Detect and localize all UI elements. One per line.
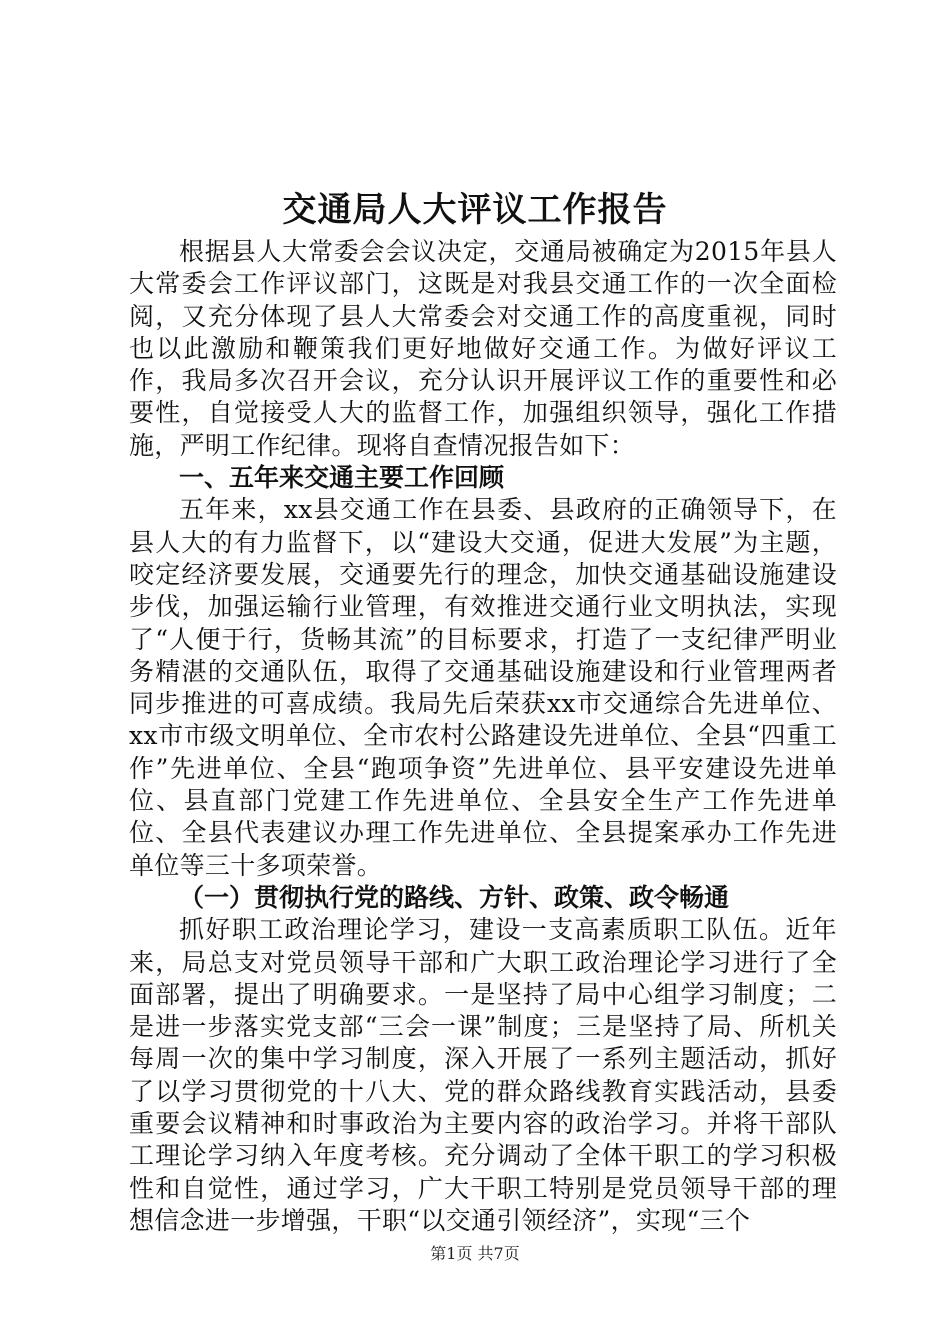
document-body — [129, 236, 837, 1237]
subsection-heading: （一）贯彻执行党的路线、方针、政策、政令畅通 — [179, 882, 730, 912]
page-footer: 第1页 共7页 — [430, 1244, 520, 1263]
section-heading: 一、五年来交通主要工作回顾 — [179, 463, 505, 493]
body-paragraph: 五年来，xx县交通工作在县委、县政府的正确领导下，在县人大的有力监督下，以“建设大交通，促进大发展”为主题，咬定经济要发展，交通要先行的理念，加快交通基础设施建设步伐，加强运输行业管理，有效推进交通行业文明执法，实现了“人便于行，货畅其流”的目标要求，打造了一支纪律严明业务精湛的交通队伍，取得了交通基础设施建设和行业管理两者同步推进的可喜成绩。我局先后荣获xx市交通综合先进单位、xx市市级文明单位、全市农村公路建设先进单位、全县“四重工作”先进单位、全县“跑项争资”先进单位、县平安建设先进单位、县直部门党建工作先进单位、全县安全生产工作先进单位、全县代表建议办理工作先进单位、全县提案承办工作先进单位等三十多项荣誉。 — [129, 495, 837, 880]
document-title: 交通局人大评议工作报告 — [282, 190, 668, 230]
body-paragraph: 根据县人大常委会会议决定，交通局被确定为2015年县人大常委会工作评议部门，这既是对我县交通工作的一次全面检阅，又充分体现了县人大常委会对交通工作的高度重视，同时也以此激励和鞭策我们更好地做好交通工作。为做好评议工作，我局多次召开会议，充分认识开展评议工作的重要性和必要性，自觉接受人大的监督工作，加强组织领导，强化工作措施，严明工作纪律。现将自查情况报告如下： — [129, 237, 837, 460]
body-paragraph: 抓好职工政治理论学习，建设一支高素质职工队伍。近年来，局总支对党员领导干部和广大职工政治理论学习进行了全面部署，提出了明确要求。一是坚持了局中心组学习制度；二是进一步落实党支部“三会一课”制度；三是坚持了局、所机关每周一次的集中学习制度，深入开展了一系列主题活动，抓好了以学习贯彻党的十八大、党的群众路线教育实践活动，县委重要会议精神和时事政治为主要内容的政治学习。并将干部队工理论学习纳入年度考核。充分调动了全体干职工的学习积极性和自觉性，通过学习，广大干职工特别是党员领导干部的理想信念进一步增强，干职“以交通引领经济”，实现“三个 — [129, 915, 837, 1235]
